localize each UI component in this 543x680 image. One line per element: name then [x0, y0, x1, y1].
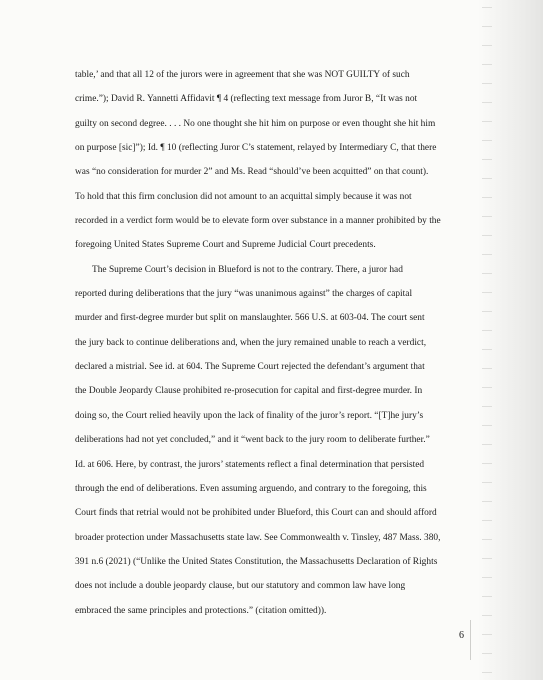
text-line: on purpose [sic]”); Id. ¶ 10 (reflecting Juror C’s statement, relayed by Intermediary C, that there	[75, 143, 437, 154]
text-line: 391 n.6 (2021) (“Unlike the United States Constitution, the Massachusetts Declaration of Rights	[75, 556, 438, 567]
body-text	[75, 63, 480, 623]
text-line: through the end of deliberations. Even assuming arguendo, and contrary to the foregoing, this	[75, 483, 427, 494]
text-line: the Double Jeopardy Clause prohibited re-prosecution for capital and first-degree murder. In	[75, 386, 423, 397]
text-line: doing so, the Court relied heavily upon the lack of finality of the juror’s report. “[T]he jury’s	[75, 410, 424, 421]
text-line: crime.”); David R. Yannetti Affidavit ¶ 4 (reflecting text message from Juror B, “It was not	[75, 94, 418, 105]
text-line: embraced the same principles and protections.” (citation omitted)).	[75, 605, 327, 616]
text-line: guilty on second degree. . . . No one thought she hit him on purpose or even thought she hit him	[75, 118, 436, 129]
page-number: 6	[459, 630, 464, 641]
text-line: broader protection under Massachusetts state law. See Commonwealth v. Tinsley, 487 Mass. 380,	[75, 532, 441, 543]
text-line: foregoing United States Supreme Court and Supreme Judicial Court precedents.	[75, 240, 376, 251]
scan-artifacts	[482, 0, 492, 680]
text-line: declared a mistrial. See id. at 604. The Supreme Court rejected the defendant’s argument that	[75, 362, 425, 373]
text-line: the jury back to continue deliberations and, when the jury remained unable to reach a verdict,	[75, 337, 427, 348]
text-line: Court finds that retrial would not be prohibited under Blueford, this Court can and should afford	[75, 508, 437, 519]
text-line: does not include a double jeopardy clause, but our statutory and common law have long	[75, 581, 406, 592]
text-line: was “no consideration for murder 2” and Ms. Read “should’ve been acquitted” on that count).	[75, 167, 429, 178]
text-line: table,’ and that all 12 of the jurors were in agreement that she was NOT GUILTY of such	[75, 70, 410, 80]
margin-mark	[470, 620, 471, 660]
text-line: reported during deliberations that the jury “was unanimous against” the charges of capital	[75, 289, 413, 300]
text-line: recorded in a verdict form would be to elevate form over substance in a manner prohibited by the	[75, 216, 441, 227]
text-line: The Supreme Court’s decision in Blueford is not to the contrary. There, a juror had	[92, 264, 403, 275]
text-line: murder and first-degree murder but split on manslaughter. 566 U.S. at 603-04. The court sent	[75, 313, 425, 324]
text-line: To hold that this firm conclusion did not amount to an acquittal simply because it was not	[75, 191, 412, 202]
text-line: Id. at 606. Here, by contrast, the jurors’ statements reflect a final determination that persisted	[75, 459, 425, 470]
text-line: deliberations had not yet concluded,” and it “went back to the jury room to deliberate further.”	[75, 435, 430, 446]
